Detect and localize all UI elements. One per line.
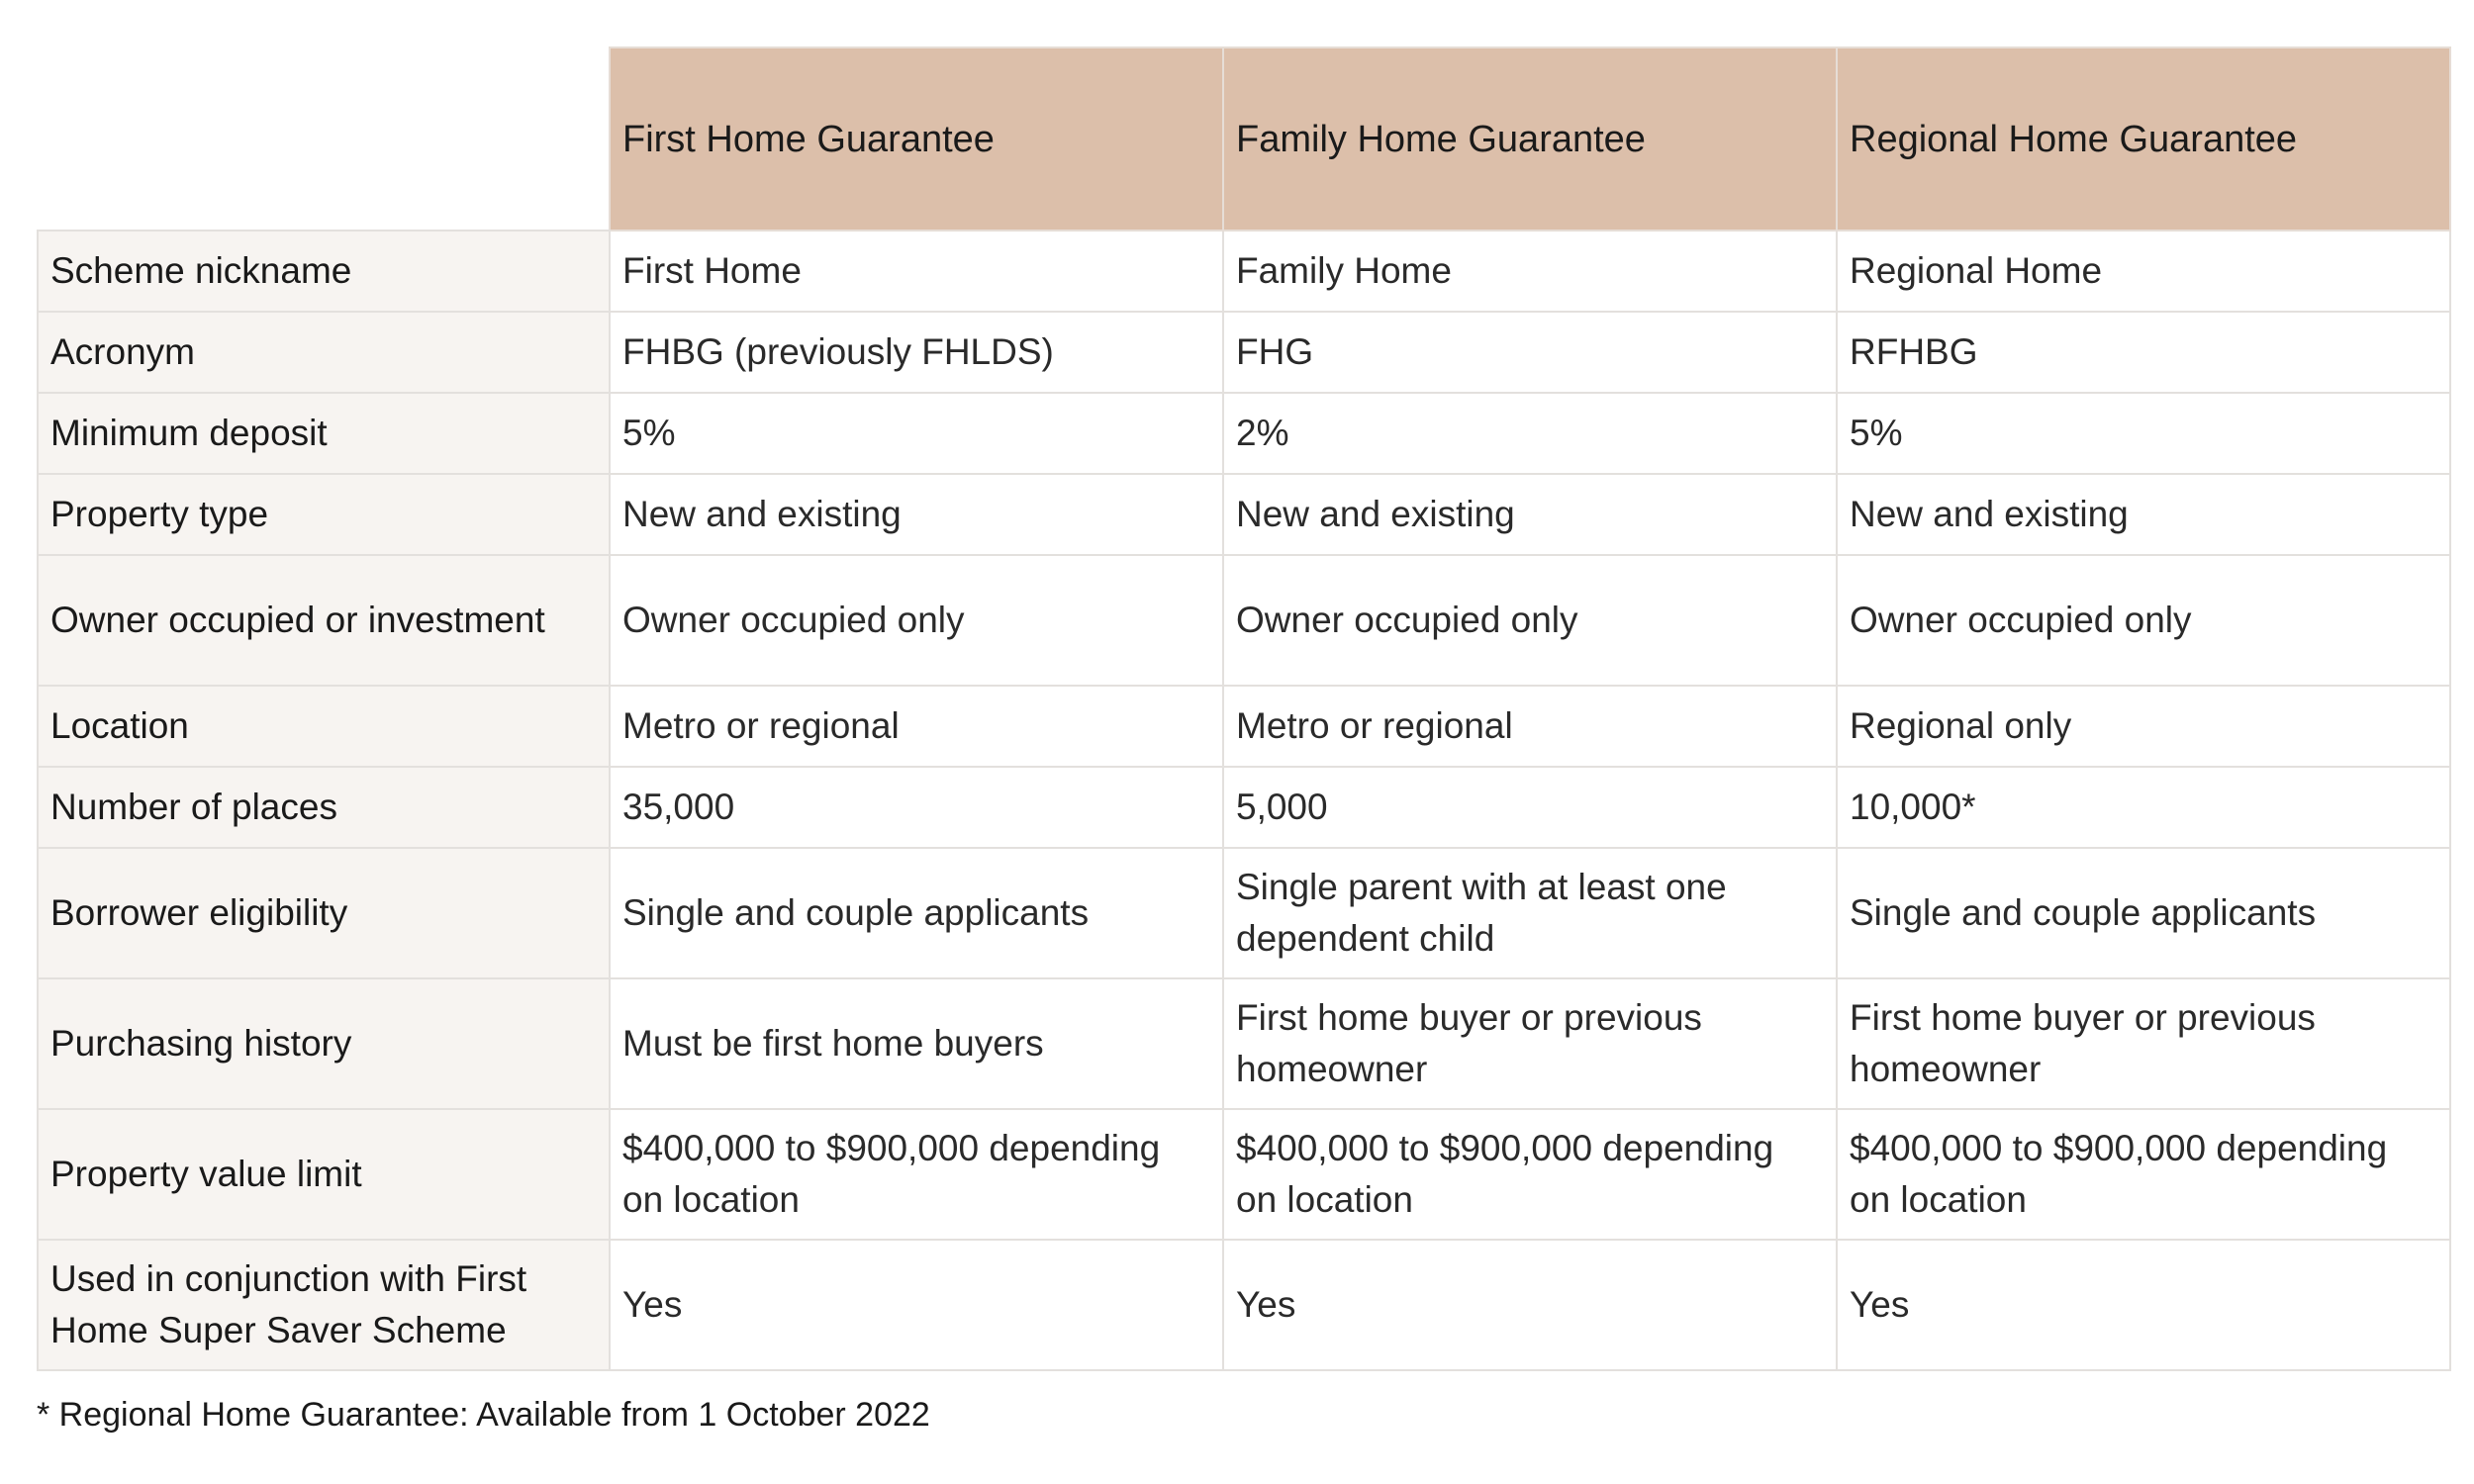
table-header-row (38, 47, 2450, 231)
table-row (38, 555, 2450, 686)
table-cell: Regional only (1837, 686, 2450, 767)
row-label: Number of places (38, 767, 610, 848)
table-row (38, 393, 2450, 474)
row-label: Used in conjunction with First Home Super Saver Scheme (38, 1240, 610, 1370)
table-cell: New and existing (1837, 474, 2450, 555)
table-row (38, 848, 2450, 978)
table-cell: $400,000 to $900,000 depending on location (1223, 1109, 1837, 1240)
table-cell: 5% (610, 393, 1223, 474)
comparison-table-container (37, 46, 2449, 1371)
table-row (38, 474, 2450, 555)
table-row (38, 978, 2450, 1109)
table-cell: FHBG (previously FHLDS) (610, 312, 1223, 393)
header-family-home-guarantee: Family Home Guarantee (1223, 47, 1837, 231)
footnote: * Regional Home Guarantee: Available from 1 October 2022 (37, 1396, 930, 1434)
table-cell: New and existing (610, 474, 1223, 555)
table-cell: Yes (610, 1240, 1223, 1370)
table-row (38, 1240, 2450, 1370)
table-cell: First home buyer or previous homeowner (1837, 978, 2450, 1109)
header-regional-home-guarantee: Regional Home Guarantee (1837, 47, 2450, 231)
table-cell: Family Home (1223, 231, 1837, 312)
table-cell: 2% (1223, 393, 1837, 474)
table-row (38, 312, 2450, 393)
row-label: Property value limit (38, 1109, 610, 1240)
table-cell: New and existing (1223, 474, 1837, 555)
row-label: Location (38, 686, 610, 767)
table-cell: Must be first home buyers (610, 978, 1223, 1109)
table-cell: RFHBG (1837, 312, 2450, 393)
table-cell: $400,000 to $900,000 depending on location (1837, 1109, 2450, 1240)
home-guarantee-comparison-table (37, 46, 2451, 1371)
table-row (38, 767, 2450, 848)
table-cell: Metro or regional (1223, 686, 1837, 767)
table-cell: 5% (1837, 393, 2450, 474)
table-cell: Regional Home (1837, 231, 2450, 312)
table-cell: First home buyer or previous homeowner (1223, 978, 1837, 1109)
row-label: Scheme nickname (38, 231, 610, 312)
row-label: Property type (38, 474, 610, 555)
table-row (38, 686, 2450, 767)
table-cell: Single and couple applicants (1837, 848, 2450, 978)
table-cell: 5,000 (1223, 767, 1837, 848)
row-label: Owner occupied or investment (38, 555, 610, 686)
table-cell: Yes (1837, 1240, 2450, 1370)
table-cell: Single and couple applicants (610, 848, 1223, 978)
table-cell: Yes (1223, 1240, 1837, 1370)
table-corner-cell (38, 47, 610, 231)
row-label: Purchasing history (38, 978, 610, 1109)
row-label: Borrower eligibility (38, 848, 610, 978)
table-cell: 10,000* (1837, 767, 2450, 848)
table-cell: 35,000 (610, 767, 1223, 848)
table-cell: Owner occupied only (610, 555, 1223, 686)
table-row (38, 231, 2450, 312)
table-cell: Owner occupied only (1837, 555, 2450, 686)
table-cell: Single parent with at least one dependent child (1223, 848, 1837, 978)
row-label: Minimum deposit (38, 393, 610, 474)
table-cell: FHG (1223, 312, 1837, 393)
table-row (38, 1109, 2450, 1240)
header-first-home-guarantee: First Home Guarantee (610, 47, 1223, 231)
table-cell: First Home (610, 231, 1223, 312)
table-cell: $400,000 to $900,000 depending on location (610, 1109, 1223, 1240)
table-cell: Owner occupied only (1223, 555, 1837, 686)
row-label: Acronym (38, 312, 610, 393)
table-cell: Metro or regional (610, 686, 1223, 767)
